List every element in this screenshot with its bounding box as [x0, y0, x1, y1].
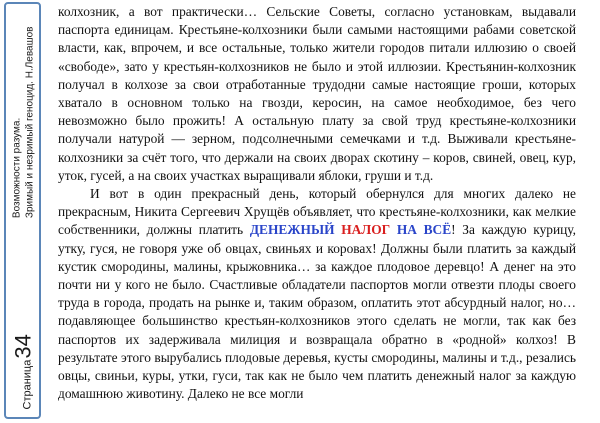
sidebar-rotated-content [6, 4, 39, 417]
page-content [58, 3, 576, 403]
page-sidebar [4, 2, 41, 419]
paragraph-2-before: И вот в один прекрасный день, который обернулся для многих далеко не прекрасным, Никита Сергеевич Хрущёв объявляет, что крестьяне-колхозники, как мелкие собственники, должны платить [58, 186, 576, 238]
book-subtitle: Зримый и незримый геноцид. Н.Левашов [23, 26, 35, 218]
book-info [10, 4, 36, 218]
book-title: Возможности разума. [10, 117, 22, 218]
page-word: Страница [20, 359, 33, 409]
paragraph-1: колхозник, а вот практически… Сельские Советы, согласно установкам, выдавали паспорта единицам. Крестьяне-колхозники были самыми настоящими рабами советской власти, как, впрочем, и все остальные, только жители городов питали иллюзию о своей «свободе», зато у крестьян-колхозников не было и этой иллюзии. Крестьянин-колхозник получал в колхозе за свои отработанные трудодни самые настоящие гроши, которых хватало в основном только на гвозди, керосин, на самое необходимое, без чего невозможно было прожить! А остальную плату за свой труд крестьяне-колхозники получали натурой — зерном, подсолнечными семечками и т.д. Выживали крестьяне-колхозники за счёт того, что держали на своих дворах скотину – коров, свиней, овец, кур, уток, гусей, а на своих участках выращивали яблоки, груши и т.д. [58, 4, 576, 183]
highlight-money: ДЕНЕЖНЫЙ [249, 222, 335, 238]
paragraph-2 [58, 185, 576, 403]
highlight-on-everything: НА ВСЁ [396, 222, 452, 238]
page-label [10, 334, 36, 417]
highlight-tax: НАЛОГ [341, 222, 391, 238]
paragraph-2-after: ! За каждую курицу, утку, гуся, не говоря уже об овцах, свиньях и коровах! Должны были платить за каждый кустик смородины, малины, крыжовника… за каждое плодовое деревцо! А денег на это почти ни у кого не было. Счастливые обладатели паспортов могли отвезти плоды своего труда в города, продать на рынке и, таким образом, оплатить этот абсурдный налог, но… подавляющее большинство крестьян-колхозников этого сделать не могли, так как без паспортов их задерживала милиция и возвращала обратно в «родной» колхоз! В результате этого вырубались плодовые деревья, кусты смородины, малины и т.д., резались овцы, свиньи, куры, утки, гуси, так как не было чем платить денежный налог за каждую домашнюю животину. Далеко не все могли [58, 222, 577, 402]
page-number: 34 [9, 333, 35, 359]
